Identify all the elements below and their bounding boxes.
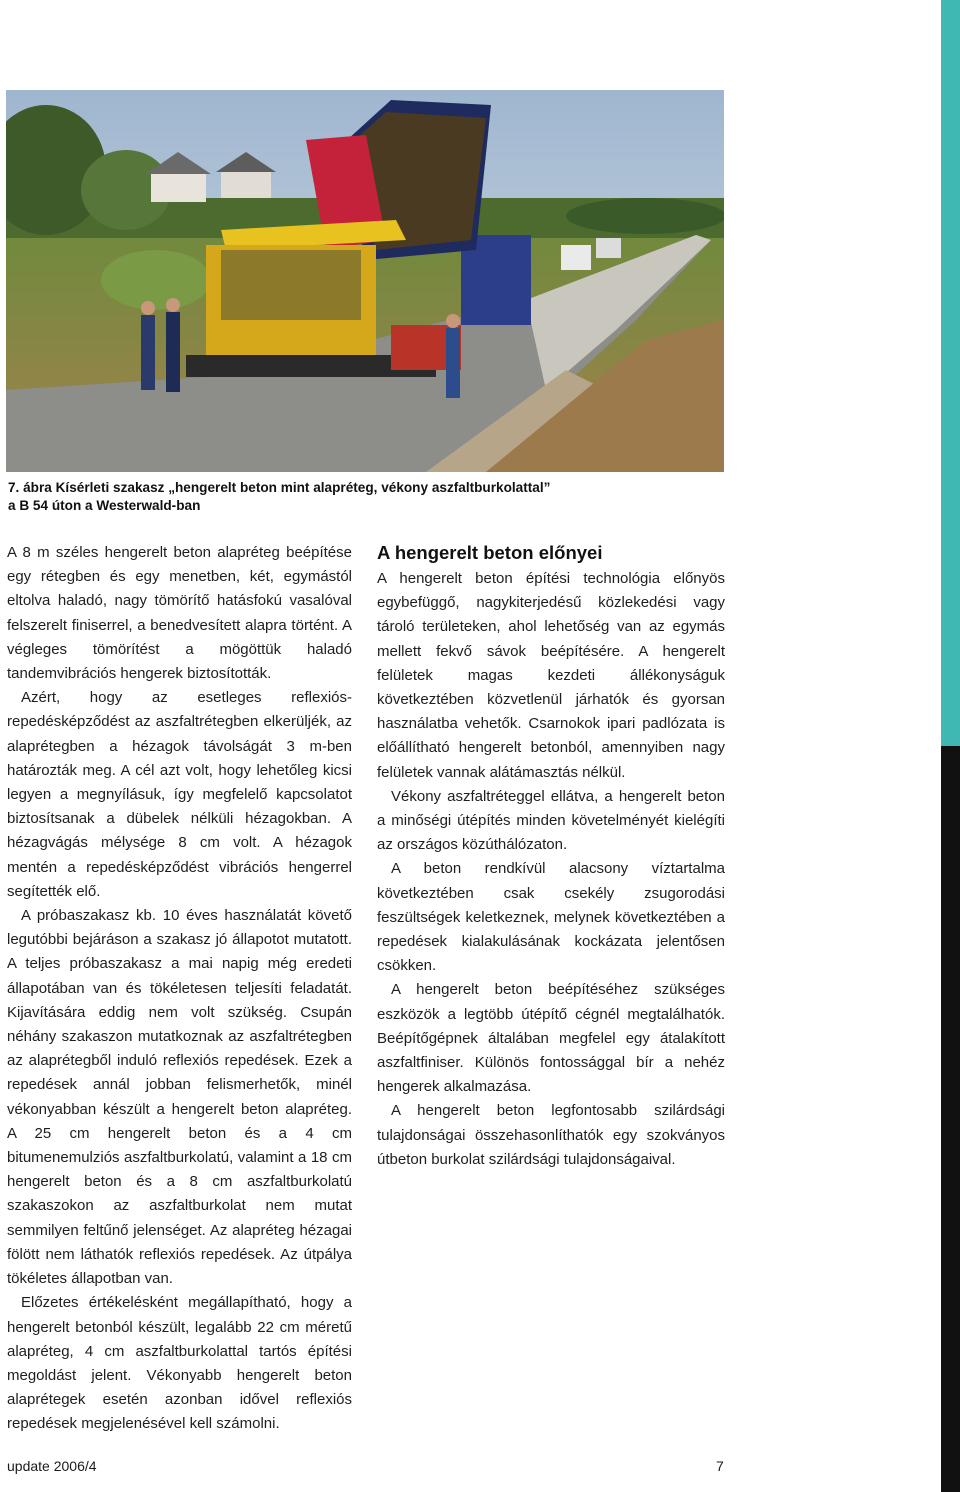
- side-accent-bar-black: [941, 746, 960, 1492]
- side-accent-bar-teal: [941, 0, 960, 746]
- page-number: 7: [716, 1458, 724, 1474]
- road-paving-photo: [6, 90, 724, 472]
- left-text-column: [7, 541, 352, 1437]
- figure-caption: [8, 479, 708, 515]
- paragraph: A hengerelt beton beépítéséhez szükséges eszközök a legtöbb útépítő cégnél megtalálhatók. Beépítőgépnek általában megfelel egy átalakított aszfaltfiniser. Különös fontossággal bír a nehéz hengerek alkalmazása.: [377, 981, 725, 1096]
- footer-issue: update 2006/4: [7, 1458, 97, 1474]
- paragraph: A hengerelt beton építési technológia előnyös egybefüggő, nagykiterjedésű közlekedési vagy tároló területeken, ahol lehetőség van az egymás mellett fekvő sávok beépítésére. A hengerelt felületek magas kezdeti állékonyságuk következtében közvetlenül járhatók és gyorsan használatba vehetők. Csarnokok ipari padlózata is előállítható hengerelt betonból, amennyiben nagy felületek vannak alátámasztás nélkül.: [377, 570, 725, 781]
- caption-line-2: a B 54 úton a Westerwald-ban: [8, 498, 201, 513]
- paragraph: Vékony aszfaltréteggel ellátva, a hengerelt beton a minőségi útépítés minden követelményét kielégíti az országos közúthálózaton.: [377, 787, 725, 854]
- paragraph: A beton rendkívül alacsony víztartalma következtében csak csekély zsugorodási feszültségek keletkeznek, melynek következtében a repedések kialakulásának kockázata jelentősen csökken.: [377, 860, 725, 975]
- paragraph: Előzetes értékelésként megállapítható, hogy a hengerelt betonból készült, legalább 22 cm méretű alapréteg, 4 cm aszfaltburkolattal tartós építési megoldást jelent. Vékonyabb hengerelt beton alaprétegek esetén azonban idővel reflexiós repedések megjelenésével kell számolni.: [7, 1294, 352, 1433]
- section-heading: A hengerelt beton előnyei: [377, 542, 603, 563]
- paragraph: A próbaszakasz kb. 10 éves használatát követő legutóbbi bejáráson a szakasz jó állapotot mutatott. A teljes próbaszakasz a mai napig még eredeti állapotában van és tökéletesen teljesíti feladatát. Kijavítására eddig nem volt szükség. Csupán néhány szakaszon mutatkoznak az aszfaltrétegben az alaprétegből induló reflexiós repedések. Ezek a repedések annál jobban felismerhetők, minél vékonyabban készült a hengerelt beton alapréteg. A 25 cm hengerelt beton és a 4 cm bitumenemulziós aszfaltburkolatú, valamint a 18 cm hengerelt beton és a 8 cm aszfaltburkolatú szakaszokon az aszfaltburkolat nem mutat semmilyen feltűnő jelenséget. Az alapréteg hézagai fölött nem láthatók reflexiós repedések. Az útpálya tökéletes állapotban van.: [7, 907, 352, 1288]
- paragraph: A hengerelt beton legfontosabb szilárdsági tulajdonságai összehasonlíthatók egy szokványos útbeton burkolat szilárdsági tulajdonságaival.: [377, 1102, 725, 1168]
- right-text-column: [377, 541, 725, 1172]
- paragraph: A 8 m széles hengerelt beton alapréteg beépítése egy rétegben és egy menetben, két, egymástól eltolva haladó, nagy tömörítő hatásfokú vasalóval felszerelt finiserrel, a benedvesített alapra történt. A végleges tömörítést a mögöttük haladó tandemvibrációs hengerek biztosították.: [7, 544, 352, 683]
- paragraph: Azért, hogy az esetleges reflexiós-repedésképződést az aszfaltrétegben elkerüljék, az alaprétegben a hézagok távolságát 3 m-ben határozták meg. A cél azt volt, hogy lehetőleg kicsi legyen a megnyílásuk, így megfelelő kapcsolatot biztosítsanak a dübelek nélküli hézagokban. A hézagvágás mélysége 8 cm volt. A hézagok mentén a repedésképződést vibrációs hengerrel segítették elő.: [7, 689, 352, 900]
- caption-line-1: 7. ábra Kísérleti szakasz „hengerelt beton mint alapréteg, vékony aszfaltburkolattal”: [8, 480, 551, 495]
